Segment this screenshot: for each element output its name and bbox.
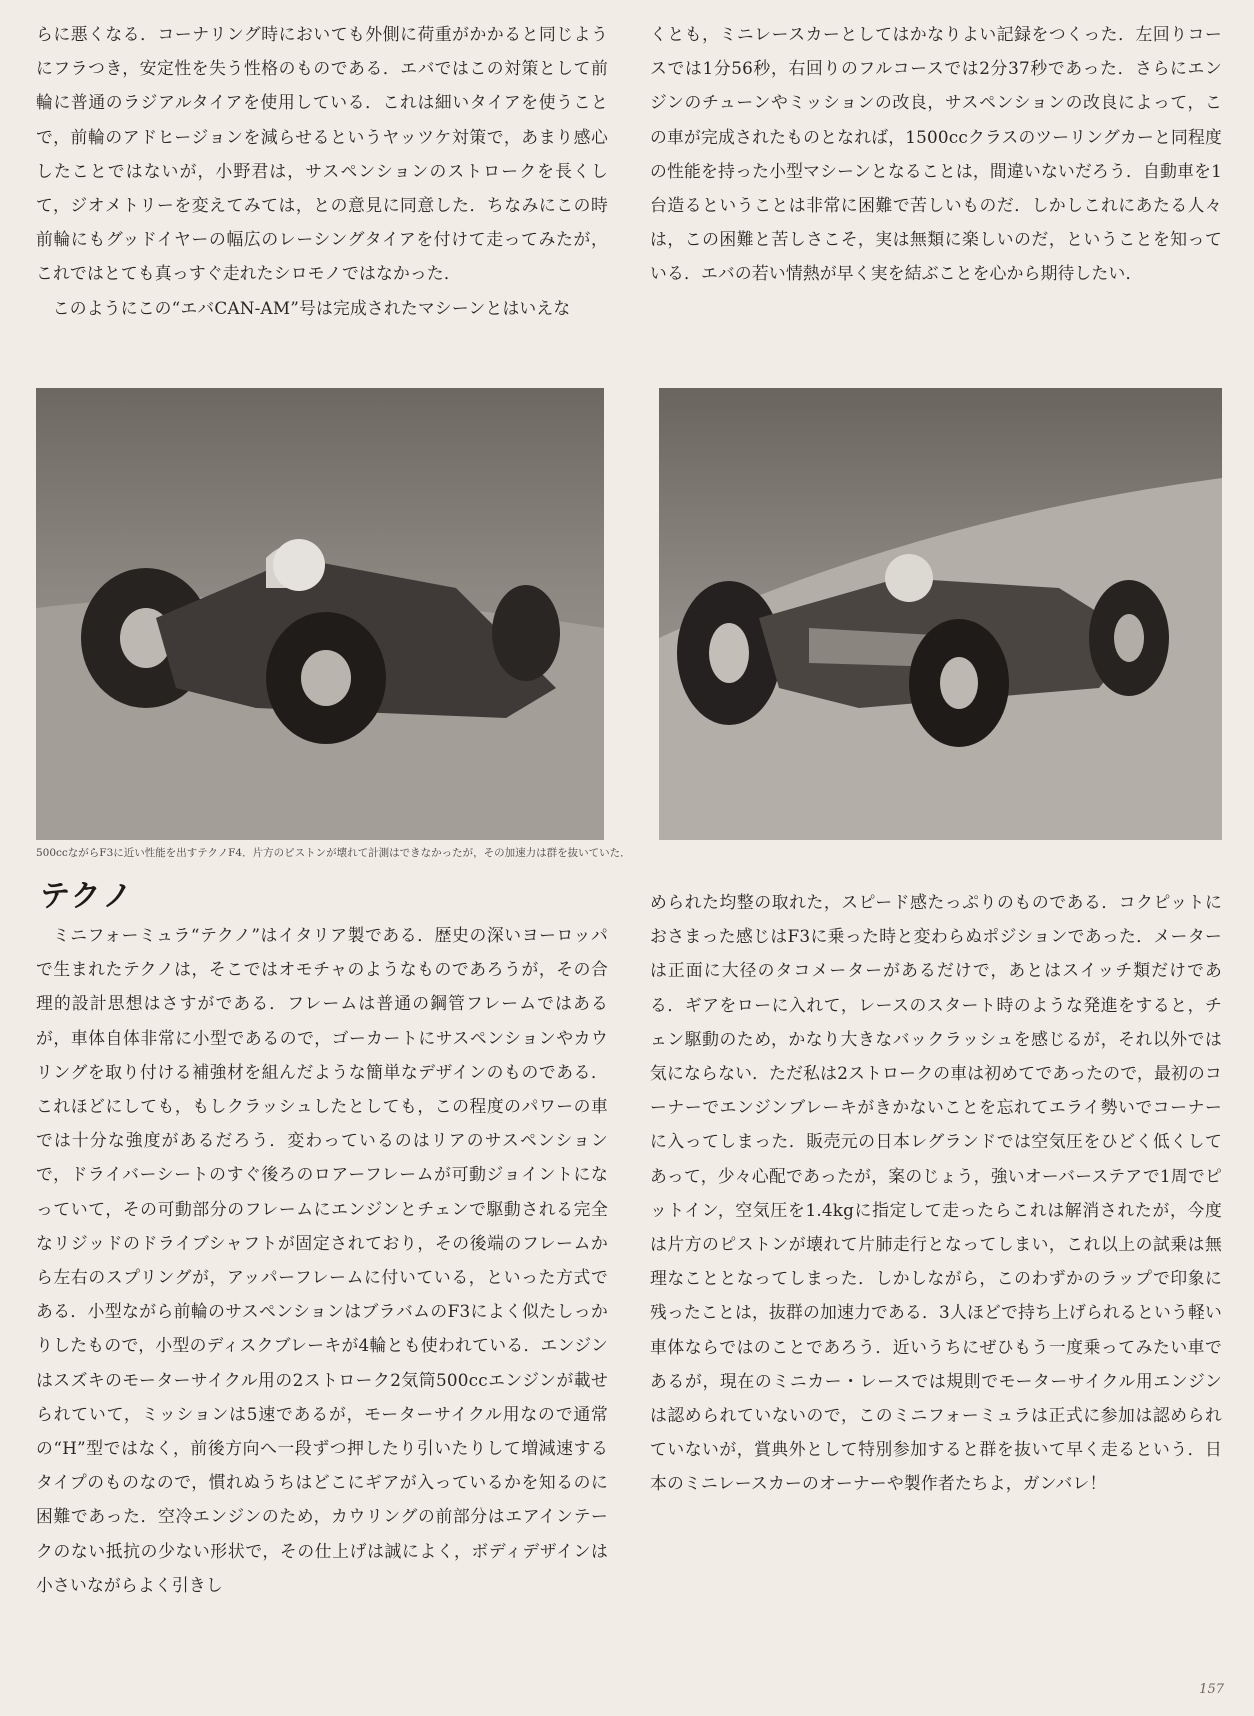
photo-caption: 500ccながらF3に近い性能を出すテクノF4．片方のピストンが壊れて計測はできなかったが，その加速力は群を抜いていた． [36,847,631,859]
photo-technofour-rear [659,388,1222,840]
paragraph: このようにこの“エバCAN-AM”号は完成されたマシーンとはいえな [52,297,571,318]
bottom-right-column [650,885,1222,1501]
bottom-left-column [36,918,608,1602]
paragraph: ミニフォーミュラ“テクノ”はイタリア製である．歴史の深いヨーロッパで生まれたテクノは，そこではオモチャのようなものであろうが，その合理的設計思想はさすがである．フレームは普通の鋼管フレームではあるが，車体自体非常に小型であるので，ゴーカートにサスペンションやカウリングを取り付ける補強材を組んだような簡単なデザインのものである．これほどにしても，もしクラッシュしたとしても，この程度のパワーの車では十分な強度があるだろう．変わっているのはリアのサスペンションで，ドライバーシートのすぐ後ろのロアーフレームが可動ジョイントになっていて，その可動部分のフレームにエンジンとチェンで駆動される完全なリジッドのドライブシャフトが固定されており，その後端のフレームから左右のスプリングが，アッパーフレームに付いている，といった方式である．小型ながら前輪のサスペンションはブラバムのF3によく似たしっかりしたもので，小型のディスクブレーキが4輪とも使われている．エンジンはスズキのモーターサイクル用の2ストローク2気筒500ccエンジンが載せられていて，ミッションは5速であるが，モーターサイクル用なので通常の“H”型ではなく，前後方向へ一段ずつ押したり引いたりして増減速するタイプのものなので，慣れぬうちはどこにギアが入っているかを知るのに困難であった．空冷エンジンのため，カウリングの前部分はエアインテークのない抵抗の少ない形状で，その仕上げは誠によく，ボディデザインは小さいながらよく引きし [36,925,608,1595]
top-left-column [36,17,608,325]
page-number: 157 [1199,1682,1224,1697]
paragraph: められた均整の取れた，スピード感たっぷりのものである．コクピットにおさまった感じはF3に乗った時と変わらぬポジションであった．メーターは正面に大径のタコメーターがあるだけで，あとはスイッチ類だけである．ギアをローに入れて，レースのスタート時のような発進をすると，チェン駆動のため，かなり大きなバックラッシュを感じるが，それ以外では気にならない．ただ私は2ストロークの車は初めてであったので，最初のコーナーでエンジンブレーキがきかないことを忘れてエライ勢いでコーナーに入ってしまった．販売元の日本レグランドでは空気圧をひどく低くしてあって，少々心配であったが，案のじょう，強いオーバーステアで1周でピットイン，空気圧を1.4kgに指定して走ったらこれは解消されたが，今度は片方のピストンが壊れて片肺走行となってしまい，これ以上の試乗は無理なこととなってしまった．しかしながら，このわずかのラップで印象に残ったことは，抜群の加速力である．3人ほどで持ち上げられるという軽い車体ならではのことであろう．近いうちにぜひもう一度乗ってみたい車であるが，現在のミニカー・レースでは規則でモーターサイクル用エンジンは認められていないので，このミニフォーミュラは正式に参加は認められていないが，賞典外として特別参加すると群を抜いて早く走るという．日本のミニレースカーのオーナーや製作者たちよ，ガンバレ！ [650,892,1222,1494]
top-right-column [650,17,1222,291]
paragraph: らに悪くなる．コーナリング時においても外側に荷重がかかると同じようにフラつき，安定性を失う性格のものである．エバではこの対策として前輪に普通のラジアルタイアを使用している．これは細いタイアを使うことで，前輪のアドヒージョンを減らせるというヤッツケ対策で，あまり感心したことではないが，小野君は，サスペンションのストロークを長くして，ジオメトリーを変えてみては，との意見に同意した．ちなみにこの時前輪にもグッドイヤーの幅広のレーシングタイアを付けて走ってみたが，これではとても真っすぐ走れたシロモノではなかった． [36,24,608,284]
paragraph: くとも，ミニレースカーとしてはかなりよい記録をつくった．左回りコースでは1分56秒，右回りのフルコースでは2分37秒であった．さらにエンジンのチューンやミッションの改良，サスペンションの改良によって，この車が完成されたものとなれば，1500ccクラスのツーリングカーと同程度の性能を持った小型マシーンとなることは，間違いないだろう．自動車を1台造るということは非常に困難で苦しいものだ．しかしこれにあたる人々は，この困難と苦しさこそ，実は無類に楽しいのだ，ということを知っている．エバの若い情熱が早く実を結ぶことを心から期待したい． [650,24,1222,284]
photo-technofour-car [36,388,604,840]
section-heading: テクノ [40,879,135,914]
